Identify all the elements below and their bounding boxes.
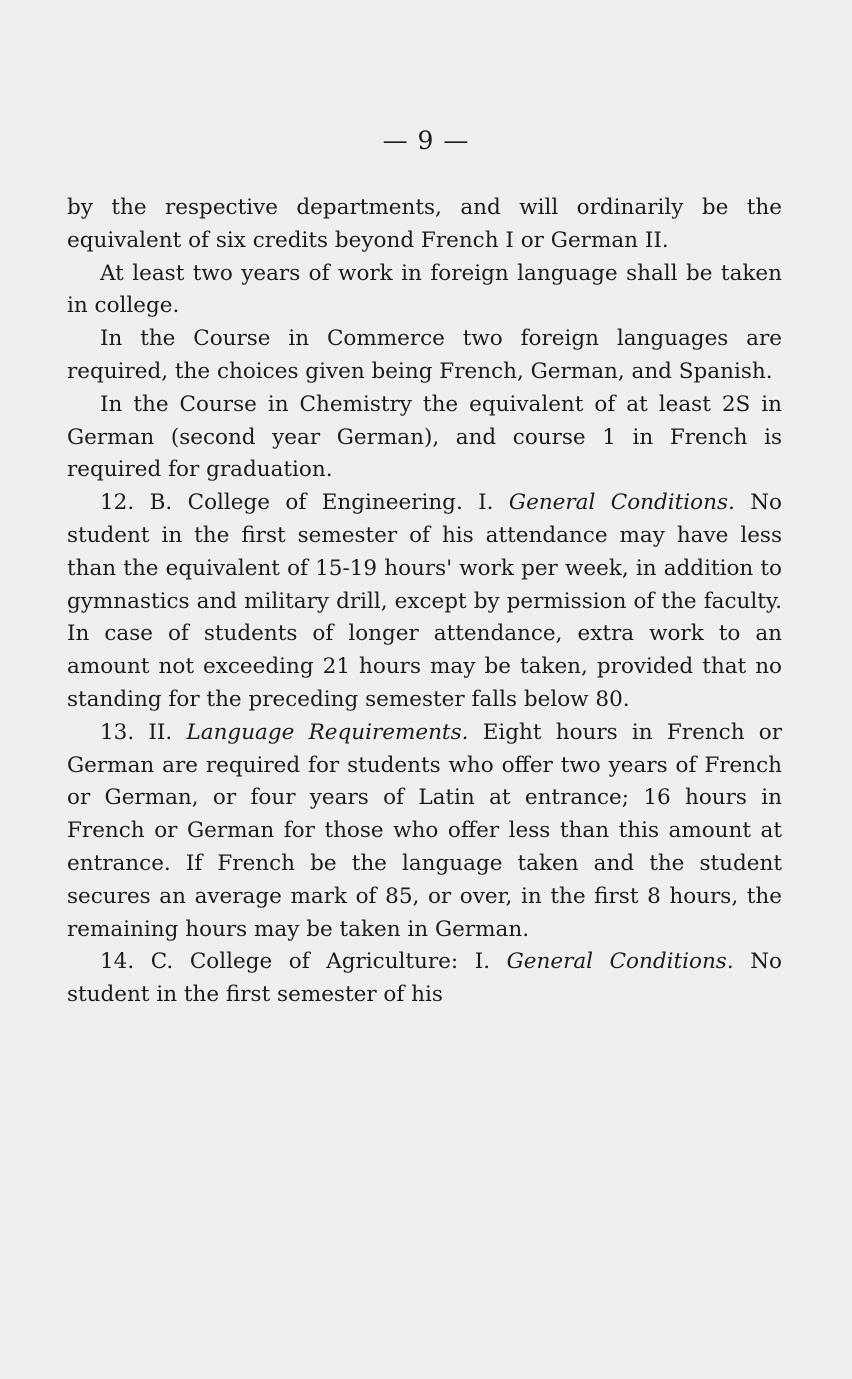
paragraph-commerce [67,323,782,389]
paragraph-chemistry [67,389,782,487]
paragraph-foreign-language [67,258,782,324]
paragraph-engineering [67,487,782,717]
paragraph-text: No student in the first semester of his [67,949,782,1008]
paragraph-text: No student in the first semester of his attendance may have less than the equivalent of 15-19 hours' work per week, in addition to gymnastics and military drill, except by permission of the faculty. In case of students of longer attendance, extra work to an amount not exceeding 21 hours may be taken, provided that no standing for the preceding semester falls below 80. [67,490,782,712]
paragraph-text: In the Course in Commerce two foreign languages are required, the choices given being French, German, and Spanish. [67,326,782,384]
page-number: — 9 — [382,126,470,155]
paragraph-lead: 12. B. College of Engineering. I. [100,490,509,516]
paragraph-lead: 14. C. College of Agriculture: I. [100,949,507,975]
page-body [67,192,782,1012]
paragraph-lead: 13. II. [100,719,187,745]
paragraph-heading: Language Requirements. [186,719,469,745]
paragraph-continued [67,192,782,258]
paragraph-heading: General Conditions. [506,949,734,975]
paragraph-heading: General Conditions. [508,490,735,516]
paragraph-text: Eight hours in French or German are required for students who offer two years of French or German, or four years of Latin at entrance; 16 hours in French or German for those who offer less than this amount at entrance. If French be the language taken and the student secures an average mark of 85, or over, in the first 8 hours, the remaining hours may be taken in German. [67,719,782,942]
paragraph-agriculture [67,946,782,1012]
paragraph-language-requirements [67,717,782,947]
paragraph-text: by the respective departments, and will ordinarily be the equivalent of six credits beyond French I or German II. [67,195,782,253]
paragraph-text: In the Course in Chemistry the equivalent of at least 2S in German (second year German), and course 1 in French is required for graduation. [67,391,782,483]
paragraph-text: At least two years of work in foreign language shall be taken in college. [67,260,782,319]
